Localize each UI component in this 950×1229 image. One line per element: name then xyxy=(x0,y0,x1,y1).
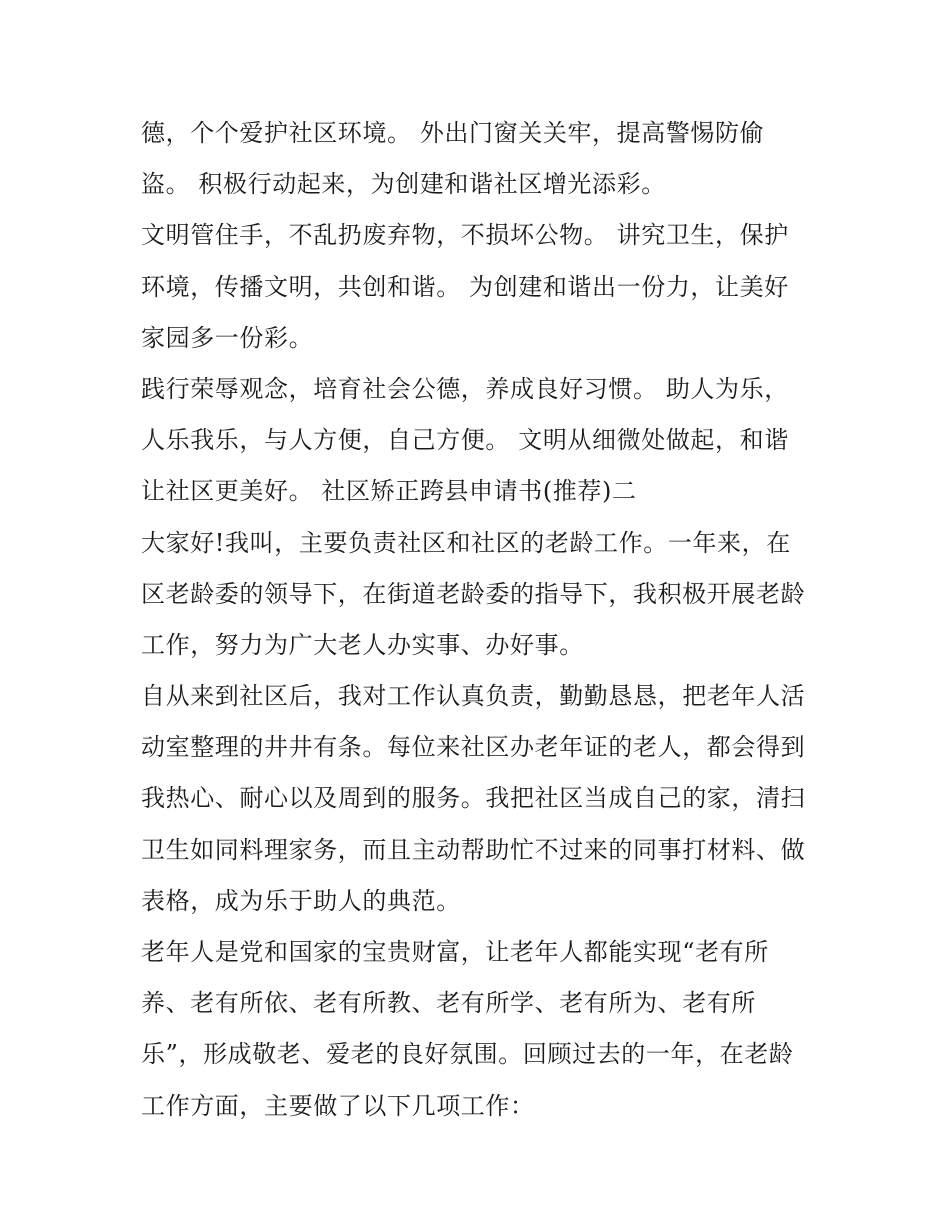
document-body xyxy=(141,108,821,1132)
text-line: 让社区更美好。 社区矫正跨县申请书(推荐)二 xyxy=(141,477,637,506)
text-line: 自从来到社区后，我对工作认真负责，勤勤恳恳，把老年人活 xyxy=(141,682,806,711)
text-line: 盗。 积极行动起来，为创建和谐社区增光添彩。 xyxy=(141,170,666,199)
text-line: 我热心、耐心以及周到的服务。我把社区当成自己的家，清扫 xyxy=(141,784,806,813)
text-line: 乐”，形成敬老、爱老的良好氛围。回顾过去的一年，在老龄 xyxy=(141,1040,794,1069)
text-line: 践行荣辱观念，培育社会公德，养成良好习惯。 助人为乐， xyxy=(141,374,789,403)
text-line: 养、老有所依、老有所教、老有所学、老有所为、老有所 xyxy=(141,989,756,1018)
text-line: 工作方面，主要做了以下几项工作： xyxy=(141,1091,535,1120)
text-line: 大家好!我叫，主要负责社区和社区的老龄工作。一年来，在 xyxy=(141,528,791,557)
text-line: 文明管住手，不乱扔废弃物，不损坏公物。 讲究卫生，保护 xyxy=(141,221,789,250)
text-line: 工作，努力为广大老人办实事、办好事。 xyxy=(141,630,584,659)
text-line: 卫生如同料理家务，而且主动帮助忙不过来的同事打材料、做 xyxy=(141,835,806,864)
text-line: 环境，传播文明，共创和谐。 为创建和谐出一份力，让美好 xyxy=(141,272,789,301)
text-line: 人乐我乐，与人方便，自己方便。 文明从细微处做起，和谐 xyxy=(141,426,789,455)
text-line: 老年人是党和国家的宝贵财富，让老年人都能实现“老有所 xyxy=(141,938,769,966)
text-line: 区老龄委的领导下，在街道老龄委的指导下，我积极开展老龄 xyxy=(141,579,806,608)
text-line: 家园多一份彩。 xyxy=(141,323,314,352)
text-line: 德，个个爱护社区环境。 外出门窗关关牢，提高警惕防偷 xyxy=(141,119,765,147)
text-line: 表格，成为乐于助人的典范。 xyxy=(141,886,461,915)
text-line: 动室整理的井井有条。每位来社区办老年证的老人，都会得到 xyxy=(141,733,806,762)
